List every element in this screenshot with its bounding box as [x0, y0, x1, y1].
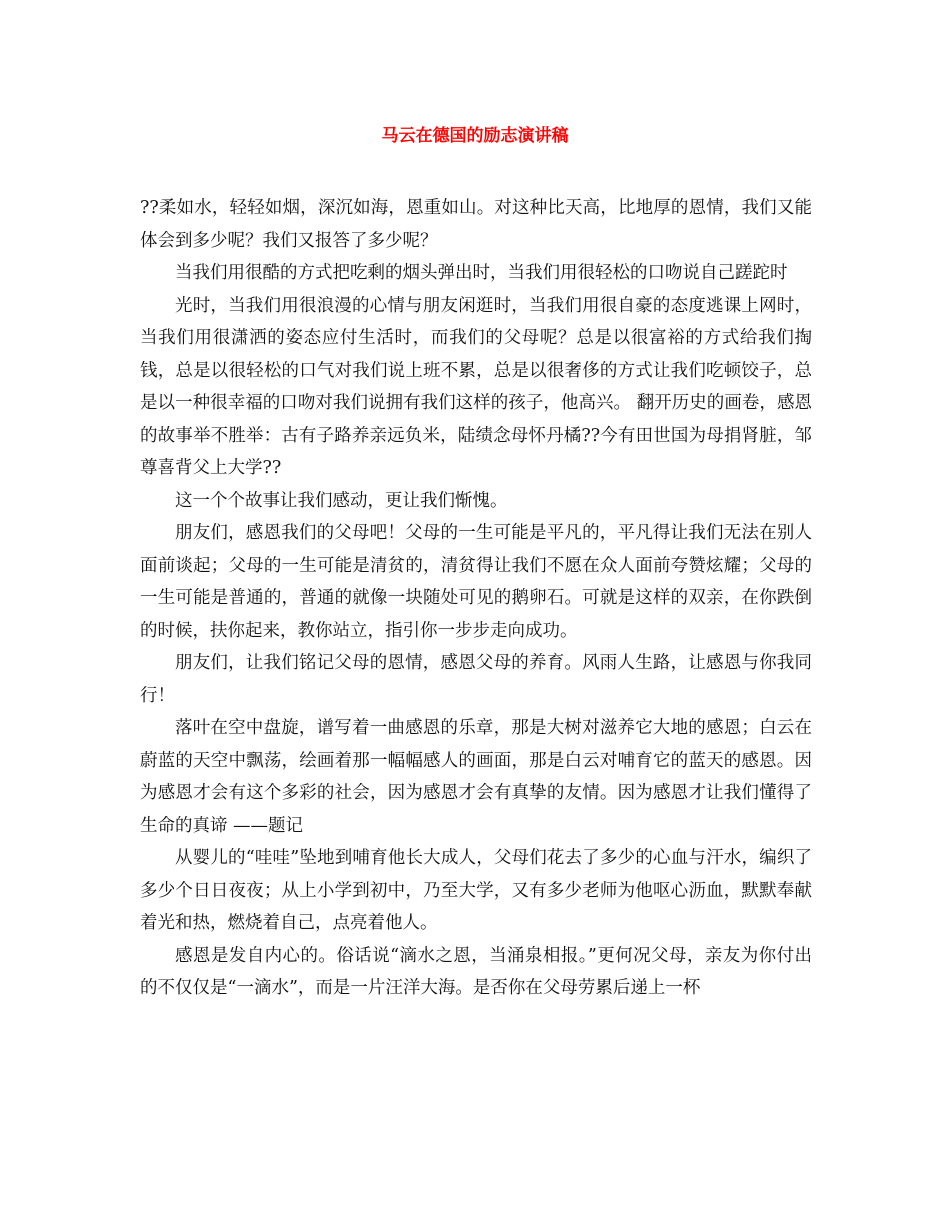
paragraph-5: 朋友们，感恩我们的父母吧！父母的一生可能是平凡的，平凡得让我们无法在别人面前谈起；父母的一生可能是清贫的，清贫得让我们不愿在众人面前夸赞炫耀；父母的一生可能是普通的，普通的就像一块随处可见的鹅卵石。可就是这样的双亲，在你跌倒的时候，扶你起来，教你站立，指引你一步步走向成功。: [140, 523, 812, 641]
paragraph-4: 这一个个故事让我们感动，更让我们惭愧。: [175, 490, 508, 511]
paragraph-7: 落叶在空中盘旋，谱写着一曲感恩的乐章，那是大树对滋养它大地的感恩；白云在蔚蓝的天空中飘荡，绘画着那一幅幅感人的画面，那是白云对哺育它的蓝天的感恩。因为感恩才会有这个多彩的社会，因为感恩才会有真挚的友情。因为感恩才让我们懂得了生命的真谛 ——题记: [140, 718, 812, 836]
document-title: 马云在德国的励志演讲稿: [381, 126, 569, 146]
paragraph-3: 光时，当我们用很浪漫的心情与朋友闲逛时，当我们用很自豪的态度逃课上网时，当我们用很潇洒的姿态应付生活时，而我们的父母呢？总是以很富裕的方式给我们掏钱，总是以很轻松的口气对我们说上班不累，总是以很奢侈的方式让我们吃顿饺子，总是以一种很幸福的口吻对我们说拥有我们这样的孩子，他高兴。 翻开历史的画卷，感恩的故事举不胜举：古有子路养亲远负米，陆绩念母怀丹橘??今有田世国为母捐肾脏，邹尊喜背父上大学??: [140, 295, 812, 478]
paragraph-2: 当我们用很酷的方式把吃剩的烟头弹出时，当我们用很轻松的口吻说自己蹉跎时: [175, 263, 788, 283]
paragraph-intro: ??柔如水，轻轻如烟，深沉如海，恩重如山。对这种比天高，比地厚的恩情，我们又能体会到多少呢？我们又报答了多少呢？: [140, 198, 812, 251]
paragraph-9: 感恩是发自内心的。俗话说“滴水之恩，当涌泉相报。”更何况父母，亲友为你付出的不仅仅是“一滴水”，而是一片汪洋大海。是否你在父母劳累后递上一杯: [140, 945, 812, 998]
paragraph-6: 朋友们，让我们铭记父母的恩情，感恩父母的养育。风雨人生路，让感恩与你我同行！: [140, 653, 812, 706]
paragraph-8: 从婴儿的“哇哇”坠地到哺育他长大成人，父母们花去了多少的心血与汗水，编织了多少个日日夜夜；从上小学到初中，乃至大学，又有多少老师为他呕心沥血，默默奉献着光和热，燃烧着自己，点亮着他人。: [140, 848, 812, 933]
document-body: [140, 192, 812, 1005]
